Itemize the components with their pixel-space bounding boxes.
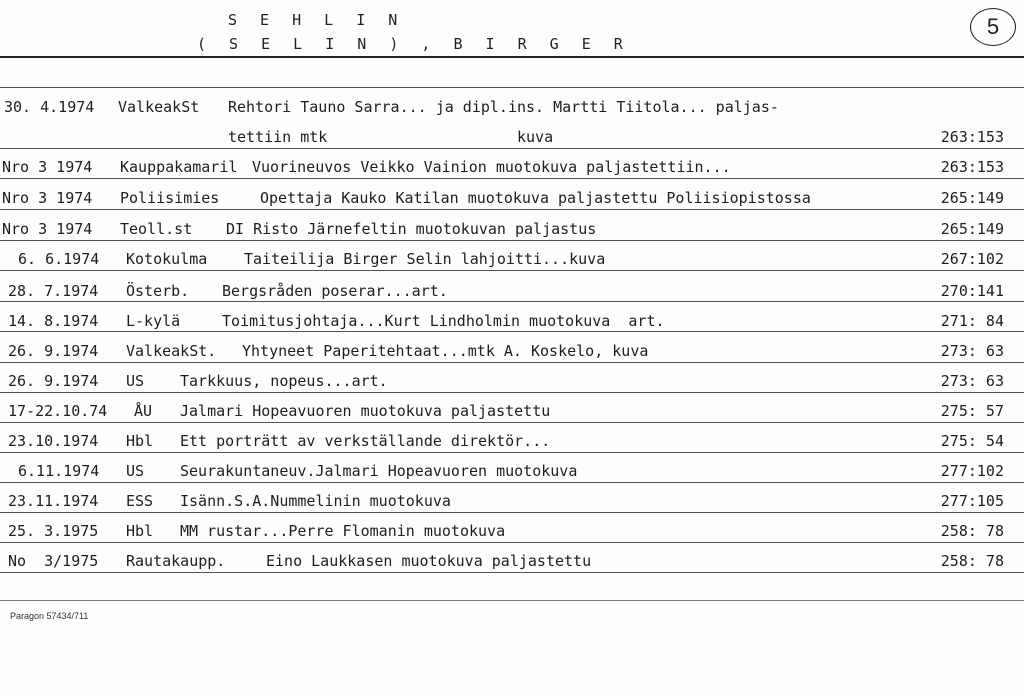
- entry-text: Yhtyneet Paperitehtaat...mtk A. Koskelo, kuva: [242, 342, 649, 360]
- entry-row: [0, 309, 1024, 333]
- entry-date: 17-22.10.74: [8, 402, 108, 420]
- entry-source: ValkeakSt.: [126, 342, 217, 360]
- rule-line: [0, 600, 1024, 601]
- entry-date: 25. 3.1975: [8, 522, 99, 540]
- entry-row: [0, 217, 1024, 241]
- rule-line: [0, 452, 1024, 453]
- entry-row: [0, 186, 1024, 210]
- entry-date: 14. 8.1974: [8, 312, 99, 330]
- entry-text: Jalmari Hopeavuoren muotokuva paljastettu: [180, 402, 551, 420]
- entry-row: [0, 429, 1024, 453]
- entry-row: [0, 459, 1024, 483]
- entry-source: Rautakaupp.: [126, 552, 226, 570]
- entry-source: Kotokulma: [126, 250, 208, 268]
- entry-row: [0, 155, 1024, 179]
- entry-ref: 263:153: [940, 158, 1004, 176]
- entry-source: US: [126, 462, 145, 480]
- entry-date: 28. 7.1974: [8, 282, 99, 300]
- entry-ref: 263:153: [940, 128, 1004, 146]
- entry-source: ESS: [126, 492, 154, 510]
- entry-date: 6.11.1974: [18, 462, 100, 480]
- entry-text: Bergsråden poserar...art.: [222, 282, 448, 300]
- entry-source: Teoll.st: [120, 220, 193, 238]
- entry-date: 26. 9.1974: [8, 372, 99, 390]
- rule-line: [0, 392, 1024, 393]
- entry-row: [0, 489, 1024, 513]
- entry-ref: 271: 84: [940, 312, 1004, 330]
- entry-ref: 275: 57: [940, 402, 1004, 420]
- entry-source: ValkeakSt: [118, 98, 200, 116]
- entry-date: 23.11.1974: [8, 492, 99, 510]
- rule-line: [0, 482, 1024, 483]
- rule-line: [0, 542, 1024, 543]
- rule-line: [0, 148, 1024, 149]
- entry-date: Nro 3 1974: [2, 189, 93, 207]
- rule-line: [0, 422, 1024, 423]
- entry-source: US: [126, 372, 145, 390]
- rule-line: [0, 512, 1024, 513]
- entry-source: Hbl: [126, 432, 154, 450]
- entry-date: 30. 4.1974: [4, 98, 95, 116]
- entry-source: Hbl: [126, 522, 154, 540]
- header-rule: [0, 56, 1024, 58]
- entry-ref: 277:105: [940, 492, 1004, 510]
- entry-ref: 267:102: [940, 250, 1004, 268]
- entry-date: 26. 9.1974: [8, 342, 99, 360]
- rule-line: [0, 240, 1024, 241]
- entry-row: [0, 279, 1024, 303]
- entry-text: DI Risto Järnefeltin muotokuvan paljastus: [226, 220, 597, 238]
- entry-text: Eino Laukkasen muotokuva paljastettu: [266, 552, 592, 570]
- entry-ref: 258: 78: [940, 522, 1004, 540]
- rule-line: [0, 178, 1024, 179]
- printer-mark: Paragon 57434/711: [10, 611, 89, 621]
- entry-text: tettiin mtk kuva: [228, 128, 554, 146]
- entry-row: [0, 339, 1024, 363]
- entry-ref: 273: 63: [940, 372, 1004, 390]
- entry-text: Toimitusjohtaja...Kurt Lindholmin muotokuva art.: [222, 312, 665, 330]
- rule-line: [0, 572, 1024, 573]
- entry-row: [0, 125, 1024, 149]
- entry-ref: 258: 78: [940, 552, 1004, 570]
- entry-source: Poliisimies: [120, 189, 220, 207]
- entry-text: Vuorineuvos Veikko Vainion muotokuva paljastettiin...: [252, 158, 731, 176]
- entry-date: Nro 3 1974: [2, 220, 93, 238]
- entry-ref: 277:102: [940, 462, 1004, 480]
- entry-text: Ett porträtt av verkställande direktör...: [180, 432, 551, 450]
- entry-row: [0, 549, 1024, 573]
- entry-row: [0, 399, 1024, 423]
- rule-line: [0, 87, 1024, 88]
- rule-line: [0, 301, 1024, 302]
- entry-date: 6. 6.1974: [18, 250, 100, 268]
- entry-ref: 275: 54: [940, 432, 1004, 450]
- entry-date: No 3/1975: [8, 552, 99, 570]
- entry-text: Taiteilija Birger Selin lahjoitti...kuva: [244, 250, 606, 268]
- entry-source: Österb.: [126, 282, 190, 300]
- entry-text: Seurakuntaneuv.Jalmari Hopeavuoren muotokuva: [180, 462, 578, 480]
- entry-row: [0, 519, 1024, 543]
- entry-row: [0, 247, 1024, 271]
- card-number-circle: 5: [970, 8, 1016, 46]
- full-name: ( S E L I N ) , B I R G E R: [197, 35, 630, 53]
- entry-source: ÅU: [134, 402, 153, 420]
- rule-line: [0, 362, 1024, 363]
- entry-date: 23.10.1974: [8, 432, 99, 450]
- entry-row: [0, 369, 1024, 393]
- entry-text: Isänn.S.A.Nummelinin muotokuva: [180, 492, 451, 510]
- entry-text: MM rustar...Perre Flomanin muotokuva: [180, 522, 506, 540]
- entry-ref: 273: 63: [940, 342, 1004, 360]
- entry-ref: 265:149: [940, 189, 1004, 207]
- entry-date: Nro 3 1974: [2, 158, 93, 176]
- entry-row: [0, 95, 1024, 119]
- rule-line: [0, 270, 1024, 271]
- rule-line: [0, 209, 1024, 210]
- entry-source: L-kylä: [126, 312, 181, 330]
- entry-ref: 265:149: [940, 220, 1004, 238]
- surname: S E H L I N: [228, 11, 405, 29]
- entry-text: Rehtori Tauno Sarra... ja dipl.ins. Martti Tiitola... paljas-: [228, 98, 779, 116]
- entry-text: Opettaja Kauko Katilan muotokuva paljastettu Poliisiopistossa: [260, 189, 811, 207]
- rule-line: [0, 331, 1024, 332]
- entry-source: Kauppakamaril: [120, 158, 238, 176]
- entry-ref: 270:141: [940, 282, 1004, 300]
- entry-text: Tarkkuus, nopeus...art.: [180, 372, 388, 390]
